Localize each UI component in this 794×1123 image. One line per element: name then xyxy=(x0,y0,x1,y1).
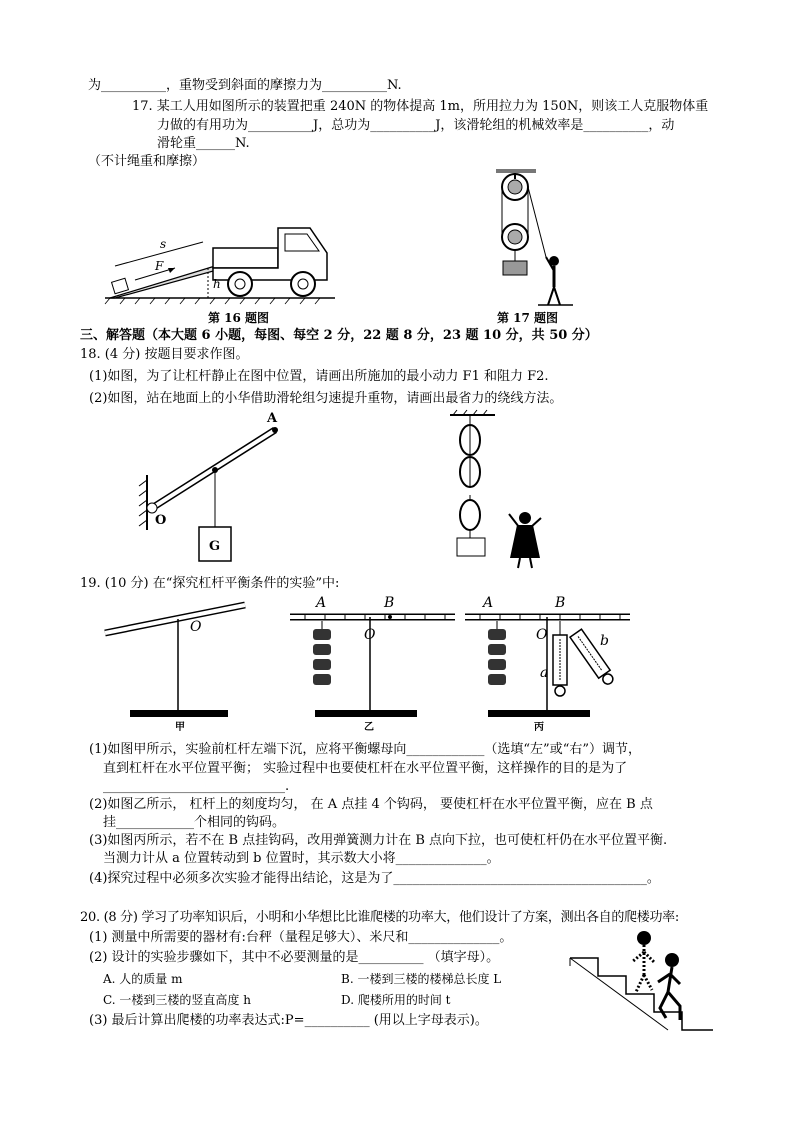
q20-option-B: B. 一楼到三楼的楼梯总长度 L xyxy=(341,972,502,986)
q18-part2: (2)如图，站在地面上的小华借助滑轮组匀速提升重物，请画出最省力的绕线方法。 xyxy=(89,391,563,406)
q20-option-D: D. 爬楼所用的时间 t xyxy=(341,993,451,1007)
fig19-yi-label-A: A xyxy=(316,595,327,611)
q19-head: 19. (10 分) 在“探究杠杆平衡条件的实验”中: xyxy=(80,576,340,591)
q20-part3: (3) 最后计算出爬楼的功率表达式:P=__________ (用以上字母表示)。 xyxy=(89,1013,488,1028)
q19-part4: (4)探究过程中必须多次实验才能得出结论，这是为了_______________________________________。 xyxy=(89,871,660,886)
fig19-bing-label-A: A xyxy=(483,595,494,611)
q19-part2b: 挂____________个相同的钩码。 xyxy=(103,815,286,830)
fig18-label-G: G xyxy=(209,539,221,554)
fig16-label-s: s xyxy=(160,237,167,251)
fig18-pulley-girl xyxy=(445,410,555,570)
q20-part2: (2) 设计的实验步骤如下，其中不必要测量的是__________ （填字母）。 xyxy=(89,950,500,965)
fig18-label-A: A xyxy=(267,411,278,426)
q18-head: 18. (4 分) 按题目要求作图。 xyxy=(80,347,249,362)
fig19-bing-label-B: B xyxy=(555,595,566,611)
section3-title: 三、解答题（本大题 6 小题，每图、每空 2 分，22 题 8 分，23 题 10 分，共 50 分） xyxy=(80,328,598,343)
fig19-caption-yi: 乙 xyxy=(364,722,374,733)
fig16-label-F: F xyxy=(155,259,164,273)
fig16-caption: 第 16 题图 xyxy=(208,311,270,325)
fig19-yi-label-B: B xyxy=(384,595,395,611)
fig17-caption: 第 17 题图 xyxy=(497,311,559,325)
fig20-stairs-climber xyxy=(568,930,718,1035)
q17-line2: 力做的有用功为__________J，总功为__________J，该滑轮组的机械效率是__________，动 xyxy=(157,118,675,133)
q19-part3b: 当测力计从 a 位置转动到 b 位置时，其示数大小将______________。 xyxy=(103,851,500,866)
q20-part1: (1) 测量中所需要的器材有:台秤（量程足够大）、米尺和______________。 xyxy=(89,930,513,945)
q20-head: 20. (8 分) 学习了功率知识后，小明和小华想比比谁爬楼的功率大，他们设计了方案，测出各自的爬楼功率: xyxy=(80,910,679,925)
fig19-lever-experiments xyxy=(100,595,660,730)
q19-part3a: (3)如图丙所示，若不在 B 点挂钩码，改用弹簧测力计在 B 点向下拉，也可使杠杆仍在水平位置平衡. xyxy=(89,833,668,848)
fig18-lever xyxy=(135,410,285,570)
fig19-bing-label-a: a xyxy=(540,665,549,681)
q17-note: （不计绳重和摩擦） xyxy=(88,154,206,169)
fig17-pulley-worker xyxy=(488,165,578,310)
fig18-label-O: O xyxy=(155,513,167,528)
q17-line1: 17. 某工人用如图所示的装置把重 240N 的物体提高 1m，所用拉力为 150N，则该工人克服物体重 xyxy=(132,99,709,114)
fig19-bing-label-b: b xyxy=(600,633,609,649)
fig19-caption-jia: 甲 xyxy=(175,722,185,733)
q16-tail: 为__________，重物受到斜面的摩擦力为__________N. xyxy=(88,78,402,93)
q19-part1a: (1)如图甲所示，实验前杠杆左端下沉，应将平衡螺母向____________（选填“左”或“右”）调节， xyxy=(89,742,641,757)
fig19-jia-label-O: O xyxy=(190,619,202,635)
q18-part1: (1)如图，为了让杠杆静止在图中位置，请画出所施加的最小动力 F1 和阻力 F2. xyxy=(89,369,549,384)
fig16-truck-ramp xyxy=(105,218,345,313)
fig19-yi xyxy=(290,595,455,717)
q17-line3: 滑轮重______N. xyxy=(157,136,250,151)
fig19-jia xyxy=(105,605,245,717)
q19-part2a: (2)如图乙所示， 杠杆上的刻度均匀， 在 A 点挂 4 个钩码， 要使杠杆在水平位置平衡，应在 B 点 xyxy=(89,797,653,812)
q19-part1c: ____________________________. xyxy=(103,779,290,794)
q19-part1b: 直到杠杆在水平位置平衡； 实验过程中也要使杠杆在水平位置平衡，这样操作的目的是为了 xyxy=(103,761,628,776)
fig19-yi-label-O: O xyxy=(364,627,376,643)
q20-option-C: C. 一楼到三楼的竖直高度 h xyxy=(103,993,251,1007)
fig19-caption-bing: 丙 xyxy=(534,722,544,733)
fig19-bing-label-O: O xyxy=(536,627,548,643)
q20-option-A: A. 人的质量 m xyxy=(103,972,183,986)
fig16-label-h: h xyxy=(213,277,221,291)
fig19-bing xyxy=(465,595,630,717)
